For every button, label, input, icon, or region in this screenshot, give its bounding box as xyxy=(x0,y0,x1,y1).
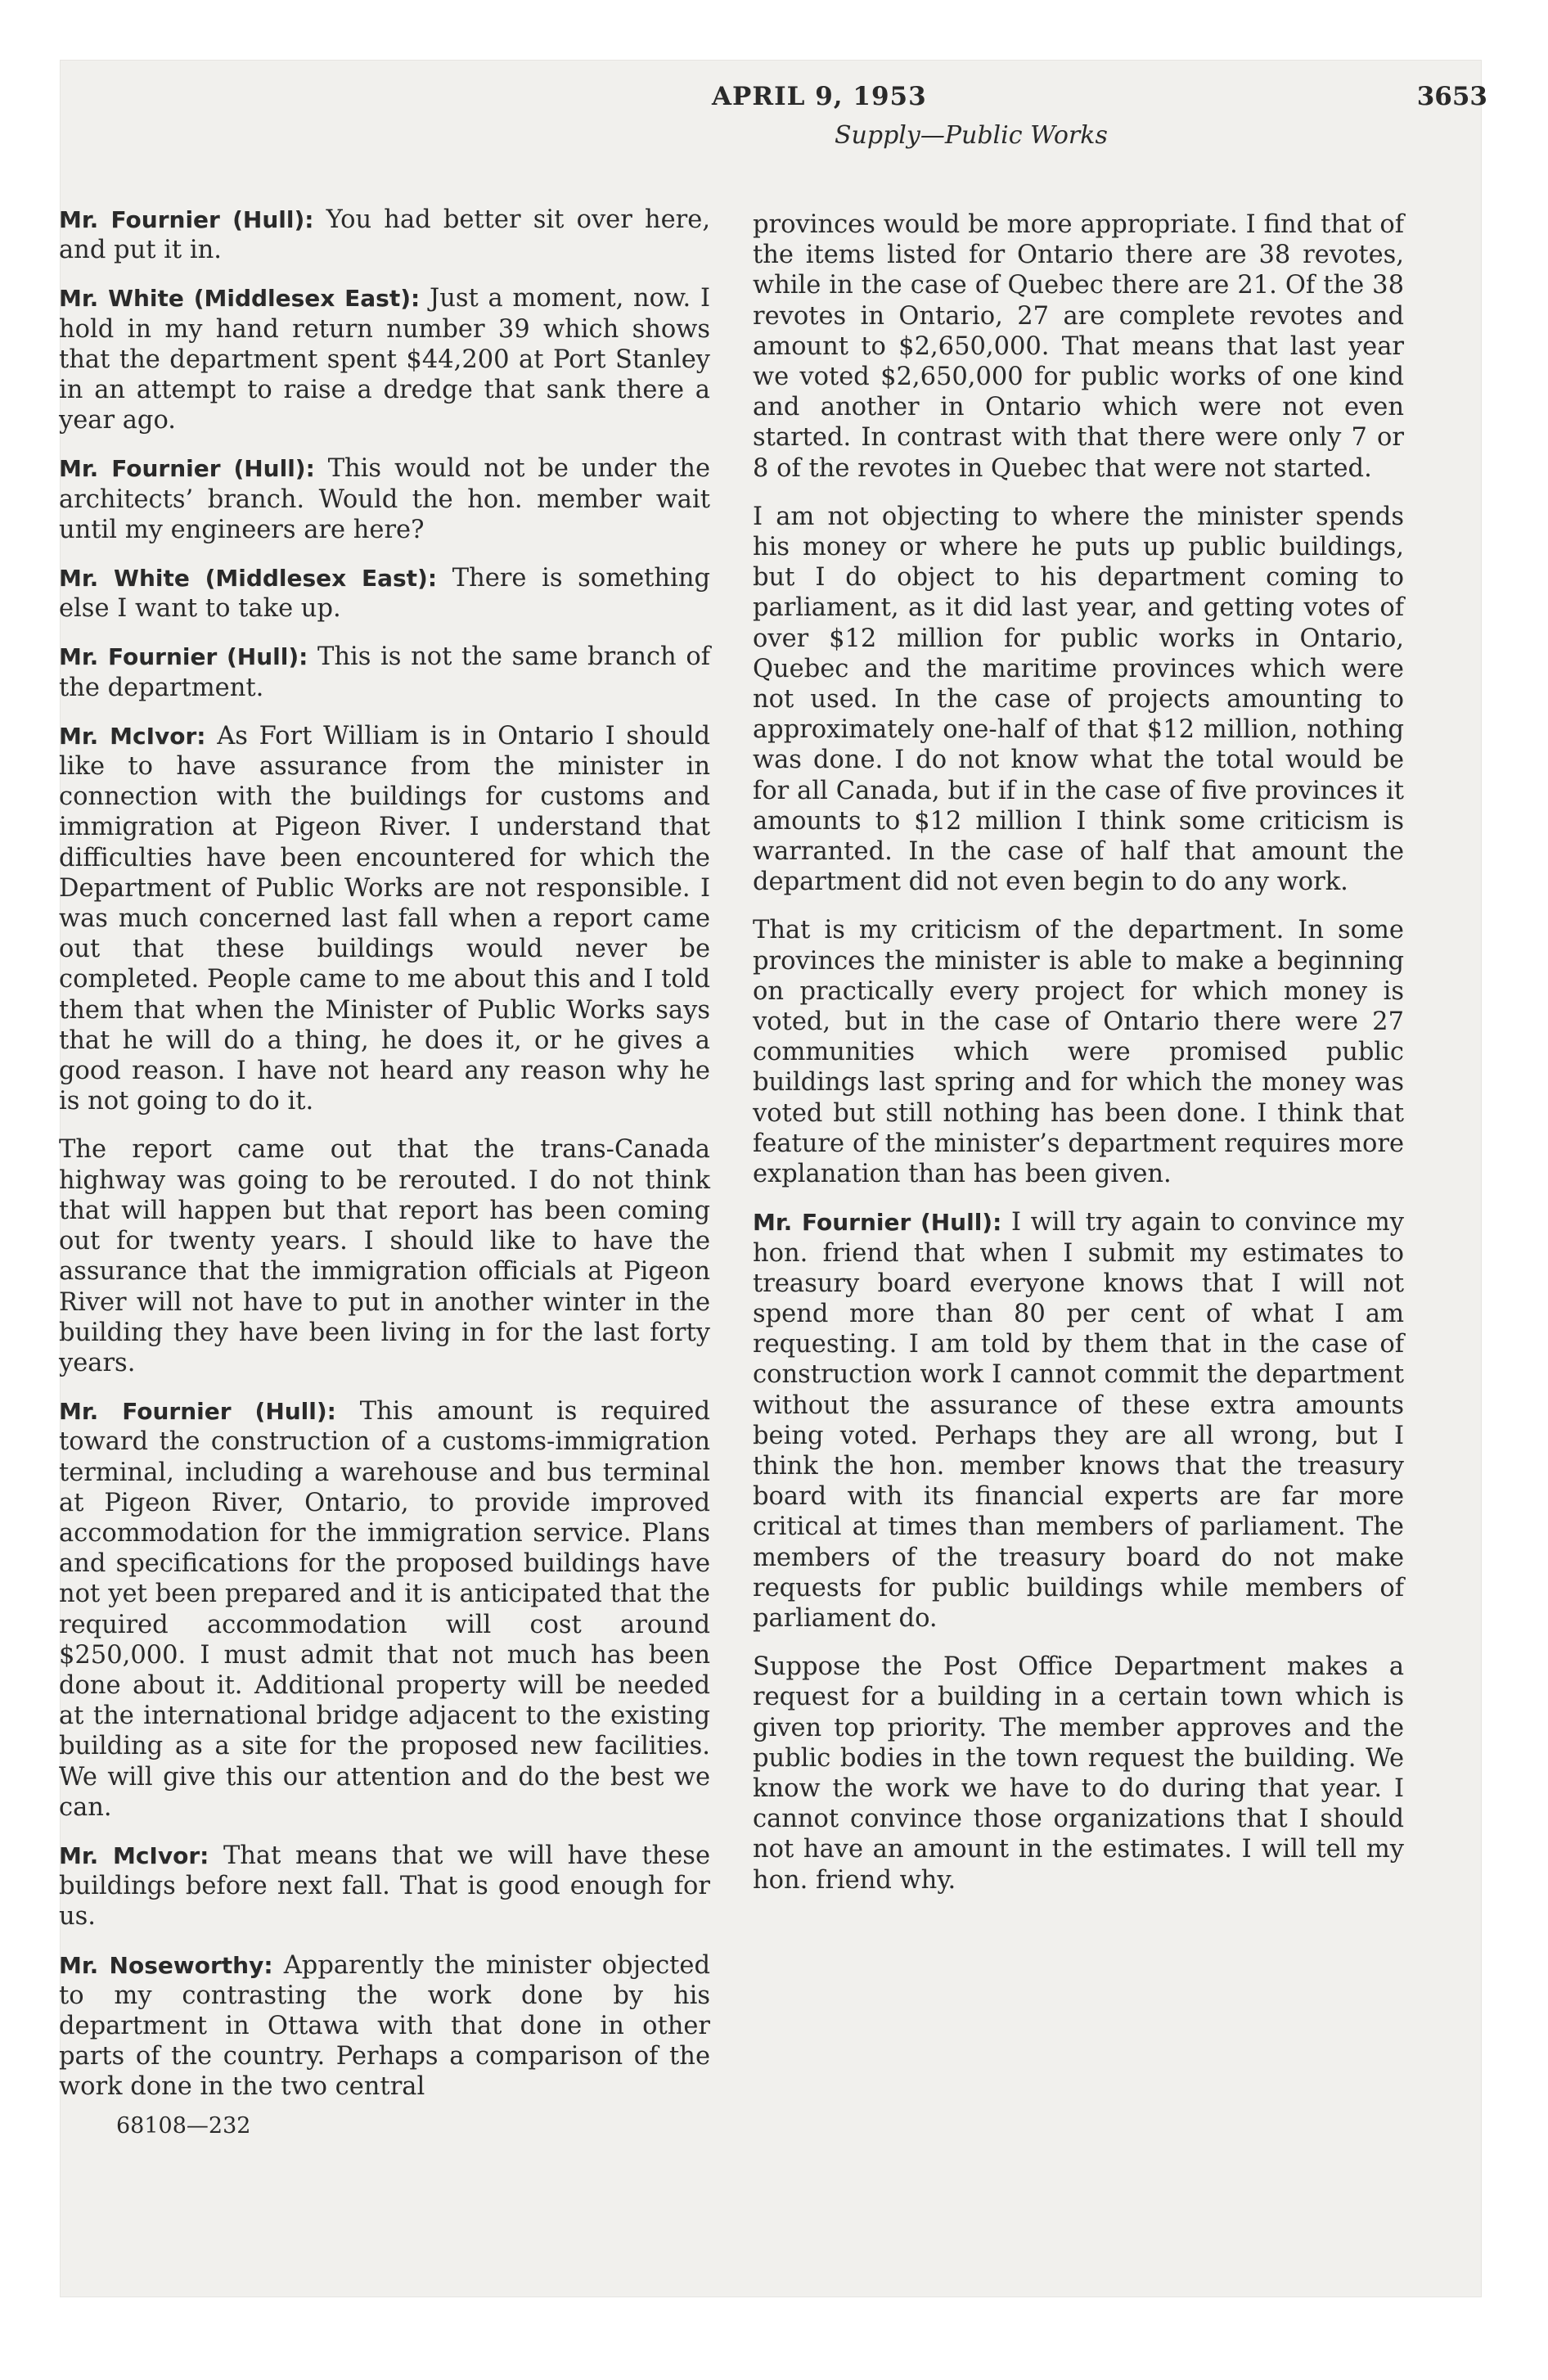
speaker-name: Mr. White (Middlesex East): xyxy=(59,285,421,313)
left-column xyxy=(59,205,710,2121)
header-section: Supply—Public Works xyxy=(835,121,1108,150)
paragraph xyxy=(753,915,1404,1189)
paragraph xyxy=(59,563,710,624)
paragraph-text: This would not be under the architects’ branch. Would the hon. member wait until my engineers are here? xyxy=(59,454,711,544)
speaker-name: Mr. Noseworthy: xyxy=(59,1951,273,1979)
paragraph-text: This is not the same branch of the department. xyxy=(59,642,710,702)
speaker-name: Mr. Fournier (Hull): xyxy=(59,206,314,233)
paragraph-text: This amount is required toward the construction of a customs-immigration terminal, including a warehouse and bus terminal at Pigeon River, Ontario, to provide improved accommodation for the immigration service. Plans and specifications for the proposed buildings have not yet been prepared and it is anticipated that the required accommodation will cost around $250,000. I must admit that not much has been done about it. Additional property will be needed at the international bridge adjacent to the existing building as a site for the proposed new facilities. We will give this our attention and do the best we can. xyxy=(59,1397,710,1822)
paragraph-text: Apparently the minister objected to my contrasting the work done by his department in Ottawa with that done in other parts of the country. Perhaps a comparison of the work done in the two central xyxy=(59,1950,710,2102)
paragraph xyxy=(59,453,710,545)
paragraph xyxy=(753,502,1404,898)
paragraph xyxy=(59,283,710,435)
paragraph-text: I am not objecting to where the minister spends his money or where he puts up public buildings, but I do object to his department coming to parliament, as it did last year, and getting votes of over $12 million for public works in Ontario, Quebec and the maritime provinces which were not used. In the case of projects amounting to approximately one-half of that $12 million, nothing was done. I do not know what the total would be for all Canada, but if in the case of five provinces it amounts to $12 million I think some criticism is warranted. In the case of half that amount the department did not even begin to do any work. xyxy=(753,502,1404,897)
speaker-name: Mr. Fournier (Hull): xyxy=(753,1209,1002,1237)
paragraph xyxy=(59,721,710,1117)
paragraph-text: You had better sit over here, and put it in. xyxy=(59,205,711,265)
paragraph-text: That means that we will have these buildings before next fall. That is good enough for us. xyxy=(59,1841,710,1931)
speaker-name: Mr. Fournier (Hull): xyxy=(59,455,315,483)
paragraph-text: Just a moment, now. I hold in my hand return number 39 which shows that the department spent $44,200 at Port Stanley in an attempt to raise a dredge that sank there a year ago. xyxy=(59,284,710,435)
paragraph xyxy=(59,205,710,265)
paragraph xyxy=(753,1207,1404,1634)
paragraph xyxy=(753,210,1404,484)
paragraph-text: Suppose the Post Office Department makes a request for a building in a certain town which is given top priority. The member approves and the public bodies in the town request the building. We know the work we have to do during that year. I cannot convince those organizations that I should not have an amount in the estimates. I will tell my hon. friend why. xyxy=(753,1652,1404,1895)
paragraph-text: As Fort William is in Ontario I should like to have assurance from the minister in connection with the buildings for customs and immigration at Pigeon River. I understand that difficulties have been encountered for which the Department of Public Works are not responsible. I was much concerned last fall when a report came out that these buildings would never be completed. People came to me about this and I told them that when the Minister of Public Works says that he will do a thing, he does it, or he gives a good reason. I have not heard any reason why he is not going to do it. xyxy=(59,721,710,1116)
paragraph-text: provinces would be more appropriate. I find that of the items listed for Ontario there are 38 revotes, while in the case of Quebec there are 21. Of the 38 revotes in Ontario, 27 are complete revotes and amount to $2,650,000. That means that last year we voted $2,650,000 for public works of one kind and another in Ontario which were not even started. In contrast with that there were only 7 or 8 of the revotes in Quebec that were not started. xyxy=(753,210,1404,483)
paragraph-text: I will try again to convince my hon. friend that when I submit my estimates to treasury board everyone knows that I will not spend more than 80 per cent of what I am requesting. I am told by them that in the case of construction work I cannot commit the department without the assurance of these extra amounts being voted. Perhaps they are all wrong, but I think the hon. member knows that the treasury board with its financial experts are far more critical at times than members of parliament. The members of the treasury board do not make requests for public buildings while members of parliament do. xyxy=(753,1208,1405,1633)
speaker-name: Mr. McIvor: xyxy=(59,722,206,750)
header-page-number: 3653 xyxy=(1416,82,1487,111)
paragraph-text: The report came out that the trans-Canada highway was going to be rerouted. I do not think that will happen but that report has been coming out for twenty years. I should like to have the assurance that the immigration officials at Pigeon River will not have to put in another winter in the building they have been living in for the last forty years. xyxy=(59,1135,710,1377)
paragraph xyxy=(59,642,710,702)
page-header xyxy=(61,82,1487,150)
right-column xyxy=(753,210,1404,1913)
speaker-name: Mr. White (Middlesex East): xyxy=(59,565,438,593)
speaker-name: Mr. Fournier (Hull): xyxy=(59,1398,336,1426)
speaker-name: Mr. McIvor: xyxy=(59,1841,209,1869)
speaker-name: Mr. Fournier (Hull): xyxy=(59,643,308,671)
footer-code: 68108—232 xyxy=(116,2113,251,2139)
paragraph-text: There is something else I want to take up. xyxy=(59,564,710,624)
paragraph xyxy=(59,1396,710,1823)
paragraph xyxy=(59,1950,710,2103)
header-date: APRIL 9, 1953 xyxy=(712,82,927,111)
paragraph xyxy=(59,1841,710,1932)
paragraph xyxy=(753,1652,1404,1895)
paragraph xyxy=(59,1134,710,1378)
paragraph-text: That is my criticism of the department. In some provinces the minister is able to make a beginning on practically every project for which money is voted, but in the case of Ontario there were 27 communities which were promised public buildings last spring and for which the money was voted but still nothing has been done. I think that feature of the minister’s department requires more explanation than has been given. xyxy=(753,916,1404,1189)
